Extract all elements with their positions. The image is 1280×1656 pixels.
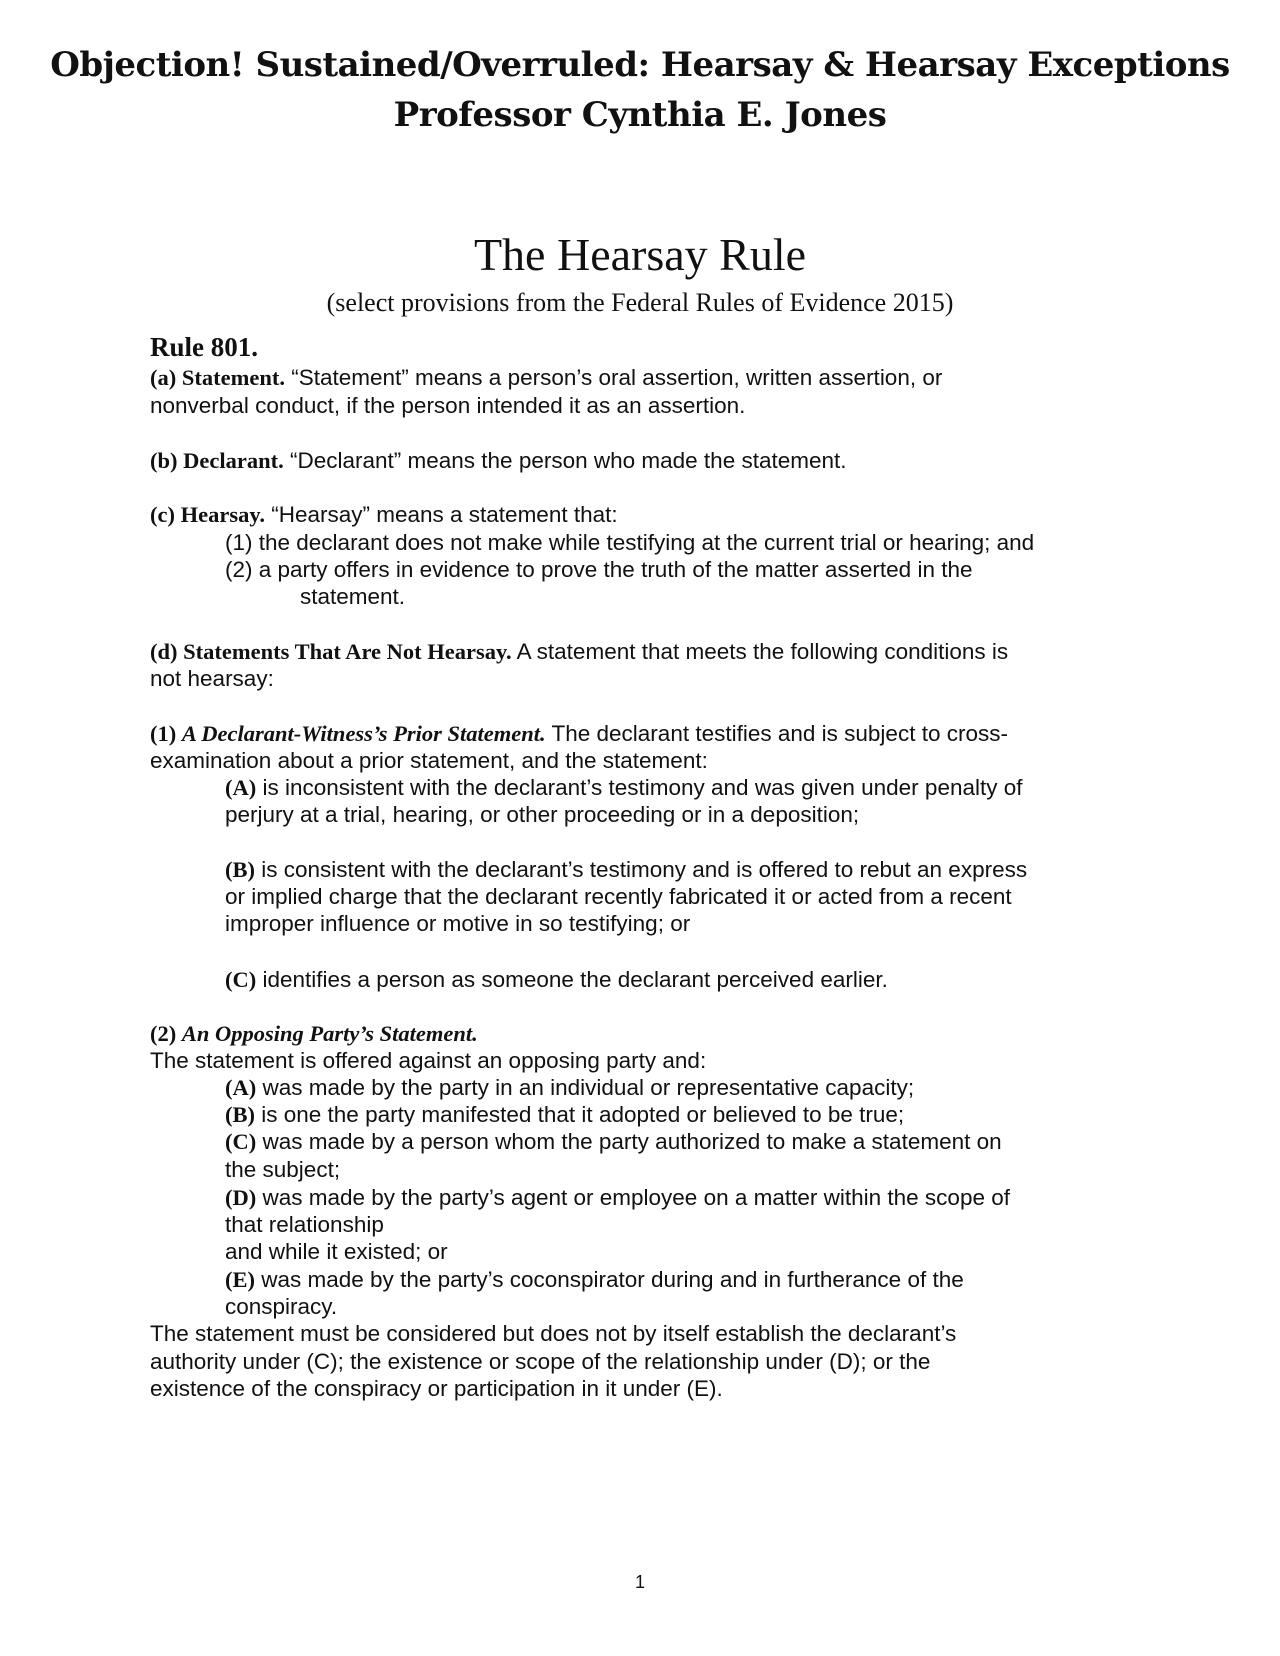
d2-num: (2) <box>150 1021 182 1046</box>
para-a-label: (a) Statement. <box>150 365 285 390</box>
d2-A-line1 <box>225 1074 914 1102</box>
d2-E-text1: was made by the party’s coconspirator during and in furtherance of the <box>255 1267 964 1292</box>
page-subtitle: (select provisions from the Federal Rules of Evidence 2015) <box>326 288 954 317</box>
d1-B-line3: improper influence or motive in so testifying; or <box>225 911 691 936</box>
d2-E-line2: conspiracy. <box>225 1294 338 1319</box>
d2-title: An Opposing Party’s Statement. <box>181 1021 478 1046</box>
para-d-label: (d) Statements That Are Not Hearsay. <box>150 639 512 664</box>
d2-C-line1 <box>225 1128 1002 1156</box>
d2-C-label: (C) <box>225 1129 257 1154</box>
para-b-text: “Declarant” means the person who made the statement. <box>283 448 847 473</box>
d1-B-label: (B) <box>225 857 255 882</box>
header-course-title: Objection! Sustained/Overruled: Hearsay & Hearsay Exceptions <box>50 45 1230 85</box>
d2-A-label: (A) <box>225 1075 257 1100</box>
page-title: The Hearsay Rule <box>473 229 807 280</box>
para-c-item1: (1) the declarant does not make while testifying at the current trial or hearing; and <box>225 530 1035 555</box>
d2-E-line1 <box>225 1266 964 1294</box>
d2-D-text1: was made by the party’s agent or employee on a matter within the scope of <box>256 1185 1010 1210</box>
d2-D-line3: and while it existed; or <box>225 1239 448 1264</box>
d2-closing-line2: authority under (C); the existence or scope of the relationship under (D); or the <box>150 1349 931 1374</box>
para-d-text1: A statement that meets the following conditions is <box>511 639 1009 664</box>
d1-A-text1: is inconsistent with the declarant’s testimony and was given under penalty of <box>256 775 1023 800</box>
d2-B-line1 <box>225 1101 904 1129</box>
rule-heading: Rule 801. <box>150 332 258 362</box>
d2-D-label: (D) <box>225 1185 257 1210</box>
d1-A-label: (A) <box>225 775 257 800</box>
d2-intro: The statement is offered against an opposing party and: <box>150 1048 707 1073</box>
d1-B-line1 <box>225 856 1027 884</box>
d1-A-line2: perjury at a trial, hearing, or other proceeding or in a deposition; <box>225 802 860 827</box>
para-c-item2: (2) a party offers in evidence to prove the truth of the matter asserted in the <box>225 557 973 582</box>
d2-C-text1: was made by a person whom the party authorized to make a statement on <box>256 1129 1002 1154</box>
d1-title: A Declarant-Witness’s Prior Statement. <box>181 721 546 746</box>
d1-C-text1: identifies a person as someone the declarant perceived earlier. <box>256 967 888 992</box>
header-professor: Professor Cynthia E. Jones <box>393 95 887 135</box>
d1-B-text1: is consistent with the declarant’s testimony and is offered to rebut an express <box>255 857 1028 882</box>
d2-C-line2: the subject; <box>225 1157 341 1182</box>
para-b-line <box>150 447 847 475</box>
d1-line1 <box>150 720 1008 748</box>
d1-C-label: (C) <box>225 967 257 992</box>
d2-D-line1 <box>225 1184 1010 1212</box>
d2-closing-line3: existence of the conspiracy or participation in it under (E). <box>150 1376 723 1401</box>
para-a-text1: “Statement” means a person’s oral assertion, written assertion, or <box>284 365 943 390</box>
para-c-text: “Hearsay” means a statement that: <box>264 502 618 527</box>
d1-A-line1 <box>225 774 1023 802</box>
d1-text1: The declarant testifies and is subject to cross- <box>545 721 1008 746</box>
d2-B-label: (B) <box>225 1102 255 1127</box>
para-c-label: (c) Hearsay. <box>150 502 265 527</box>
d2-B-text1: is one the party manifested that it adopted or believed to be true; <box>255 1102 905 1127</box>
para-c-item2-cont: statement. <box>300 584 406 609</box>
d1-B-line2: or implied charge that the declarant recently fabricated it or acted from a recent <box>225 884 1012 909</box>
d1-line2: examination about a prior statement, and the statement: <box>150 748 708 773</box>
para-b-label: (b) Declarant. <box>150 448 284 473</box>
d2-A-text1: was made by the party in an individual or representative capacity; <box>256 1075 915 1100</box>
d2-heading <box>150 1020 478 1048</box>
d2-E-label: (E) <box>225 1267 255 1292</box>
d1-num: (1) <box>150 721 182 746</box>
para-a-line2: nonverbal conduct, if the person intended it as an assertion. <box>150 393 746 418</box>
d1-C-line1 <box>225 966 888 994</box>
para-d-line1 <box>150 638 1008 666</box>
para-a-line1 <box>150 364 942 392</box>
para-d-line2: not hearsay: <box>150 666 274 691</box>
para-c-line <box>150 501 618 529</box>
d2-closing-line1: The statement must be considered but does not by itself establish the declarant’s <box>150 1321 957 1346</box>
page-number: 1 <box>634 1572 645 1592</box>
d2-D-line2: that relationship <box>225 1212 384 1237</box>
